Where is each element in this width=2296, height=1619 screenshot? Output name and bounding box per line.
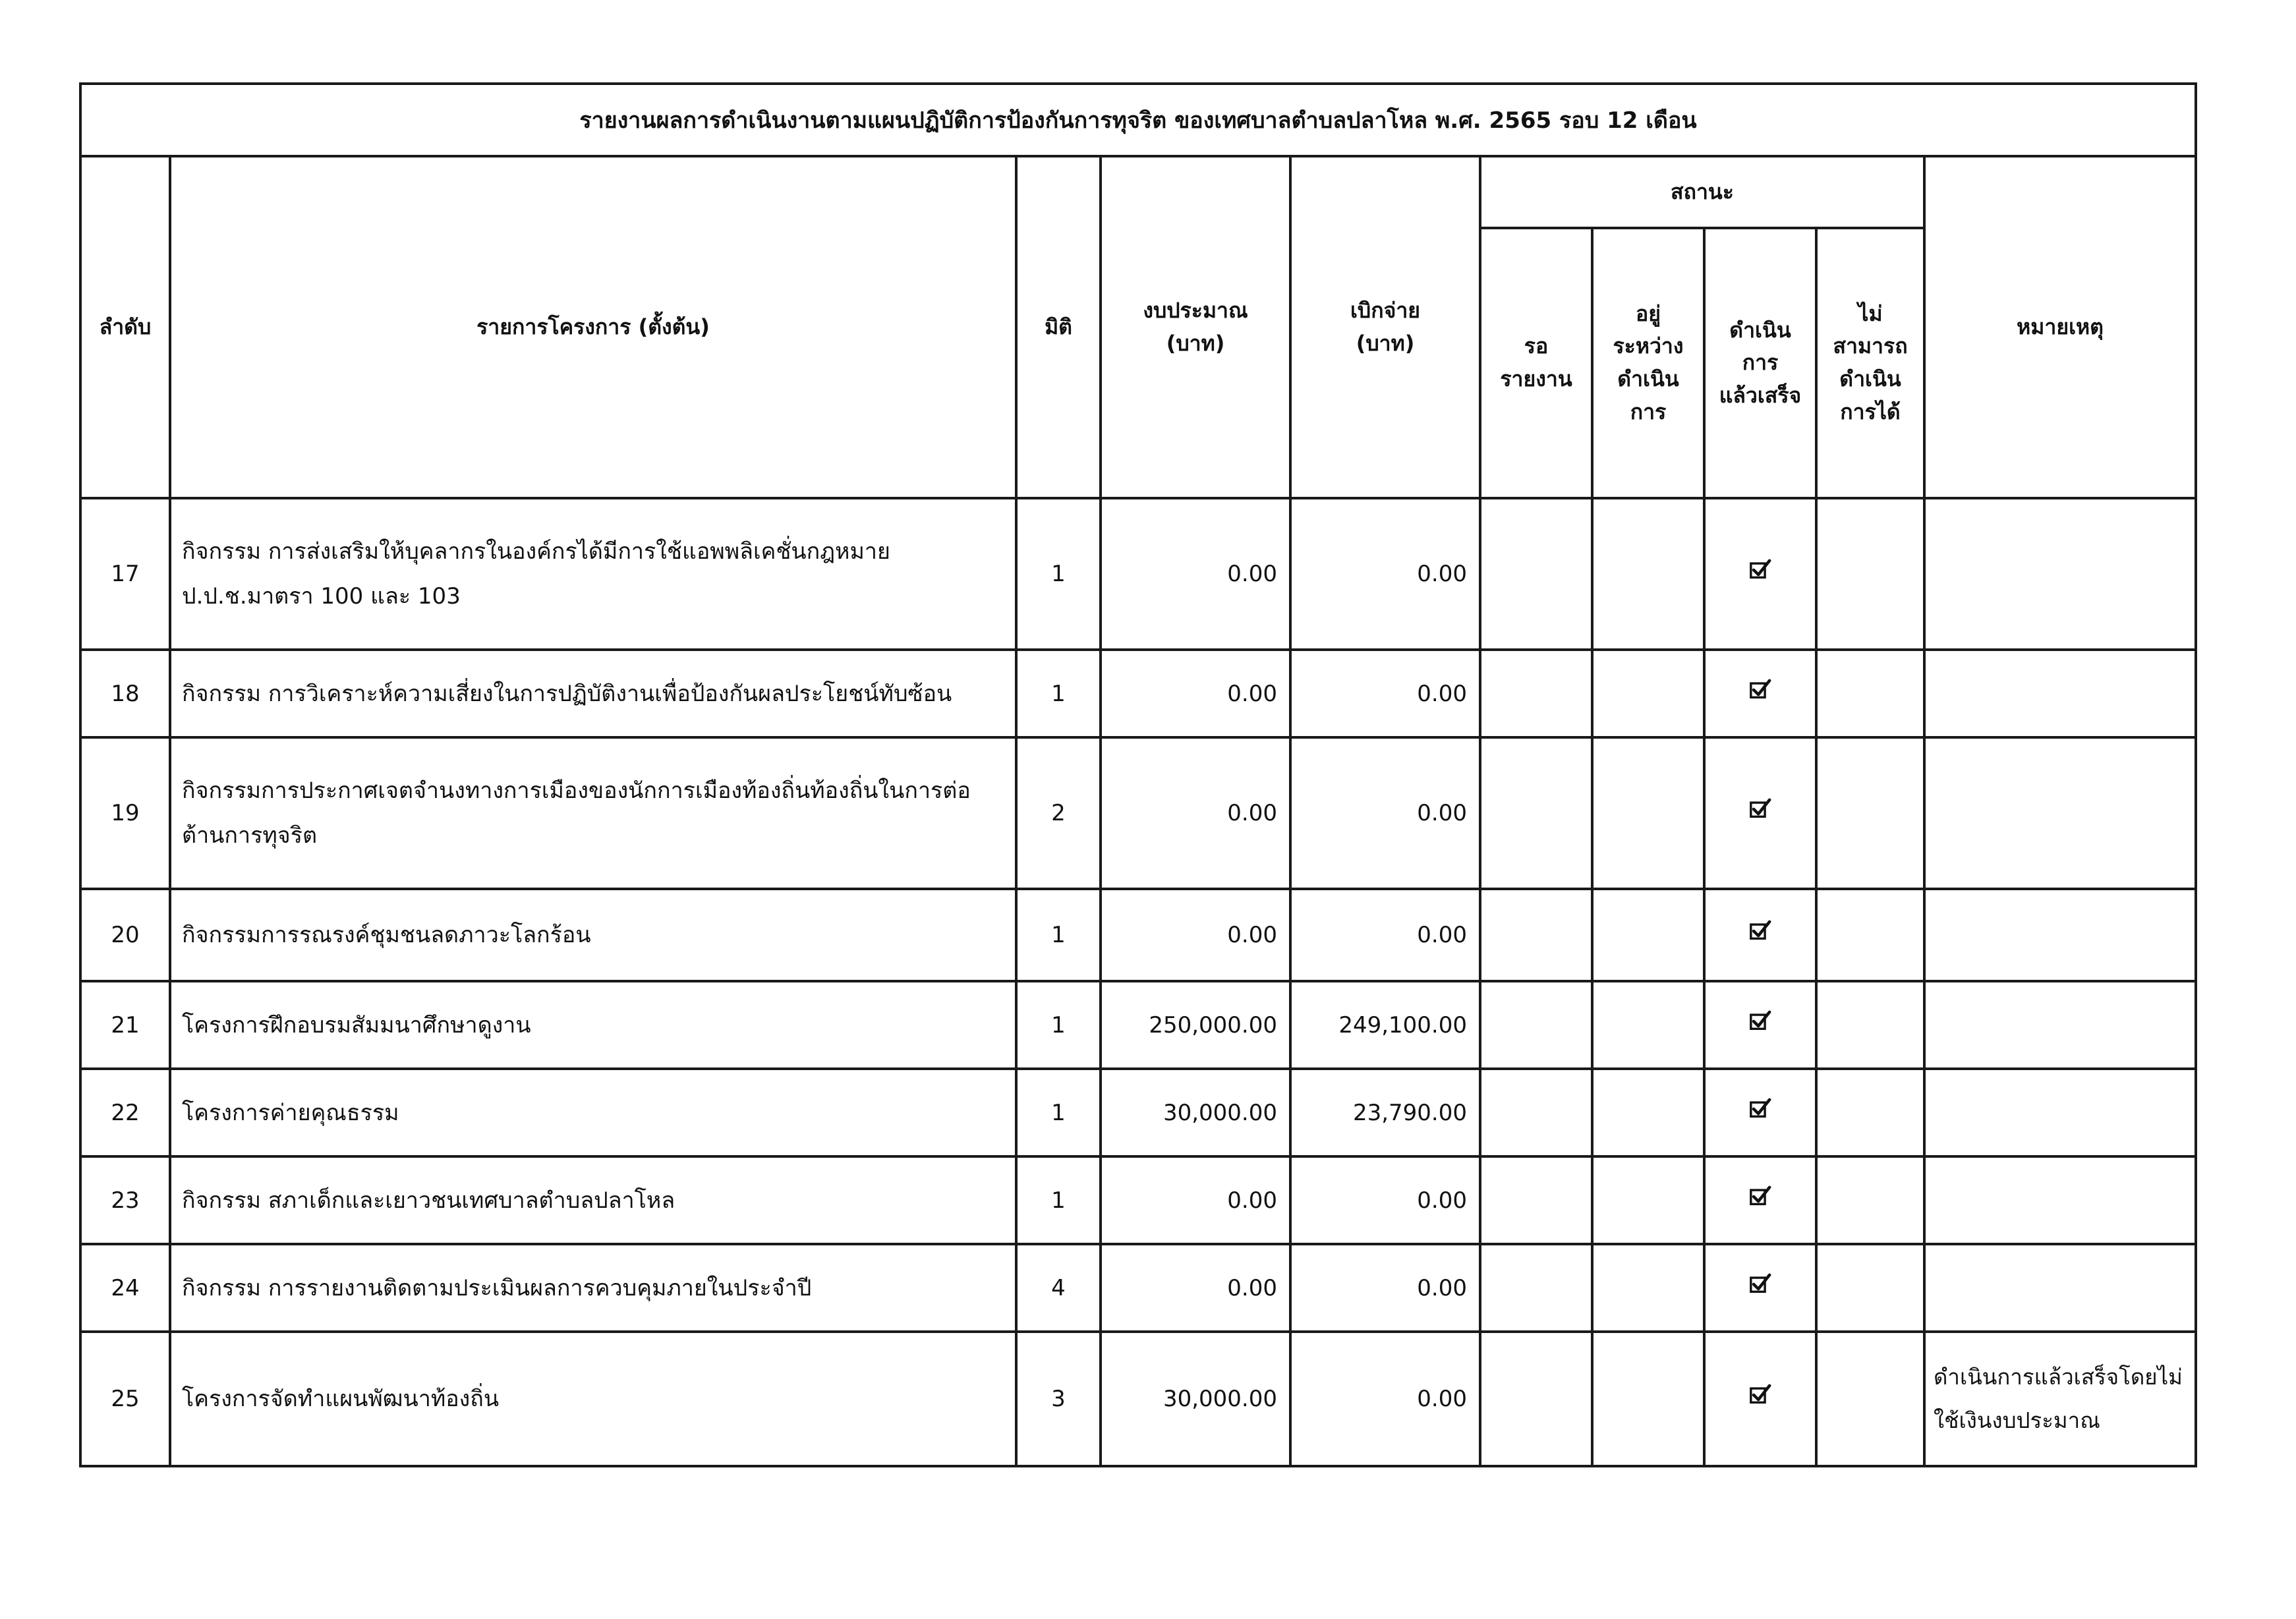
table-row <box>80 737 2196 889</box>
checkbox-checked-icon <box>1749 559 1771 581</box>
table-row <box>80 498 2196 650</box>
budget-value: 0.00 <box>1101 498 1290 650</box>
disbursed-value: 0.00 <box>1290 650 1480 737</box>
table-row <box>80 1156 2196 1244</box>
status-waiting-cell <box>1480 1244 1592 1332</box>
report-title: รายงานผลการดำเนินงานตามแผนปฏิบัติการป้องกันการทุจริต ของเทศบาลตำบลปลาโหล พ.ศ. 2565 รอบ 12 เดือน <box>80 84 2196 156</box>
remark-value <box>1924 737 2196 889</box>
status-waiting-cell <box>1480 889 1592 981</box>
status-in-progress-cell <box>1592 498 1704 650</box>
status-done-cell <box>1704 1332 1816 1466</box>
dimension-value: 1 <box>1016 498 1101 650</box>
status-waiting-cell <box>1480 498 1592 650</box>
header-project: รายการโครงการ (ตั้งต้น) <box>170 156 1016 498</box>
project-name: กิจกรรม การวิเคราะห์ความเสี่ยงในการปฏิบัติงานเพื่อป้องกันผลประโยชน์ทับซ้อน <box>170 650 1016 737</box>
row-number: 19 <box>80 737 170 889</box>
header-status-done: ดำเนิน การ แล้วเสร็จ <box>1704 228 1816 498</box>
checkbox-checked-icon <box>1749 679 1771 701</box>
header-remark: หมายเหตุ <box>1924 156 2196 498</box>
status-waiting-cell <box>1480 1332 1592 1466</box>
table-row <box>80 889 2196 981</box>
budget-value: 0.00 <box>1101 889 1290 981</box>
remark-value <box>1924 1244 2196 1332</box>
row-number: 18 <box>80 650 170 737</box>
remark-value <box>1924 498 2196 650</box>
row-number: 20 <box>80 889 170 981</box>
remark-value <box>1924 889 2196 981</box>
status-unable-cell <box>1816 1156 1924 1244</box>
header-status: สถานะ <box>1480 156 1924 228</box>
status-unable-cell <box>1816 1332 1924 1466</box>
status-in-progress-cell <box>1592 981 1704 1069</box>
status-unable-cell <box>1816 737 1924 889</box>
status-done-cell <box>1704 981 1816 1069</box>
checkbox-checked-icon <box>1749 1185 1771 1208</box>
budget-value: 0.00 <box>1101 650 1290 737</box>
status-done-cell <box>1704 1069 1816 1156</box>
status-unable-cell <box>1816 889 1924 981</box>
header-disbursed: เบิกจ่าย (บาท) <box>1290 156 1480 498</box>
status-done-cell <box>1704 1156 1816 1244</box>
project-name: กิจกรรม การส่งเสริมให้บุคลากรในองค์กรได้มีการใช้แอพพลิเคชั่นกฎหมาย ป.ป.ช.มาตรา 100 และ 103 <box>170 498 1016 650</box>
status-in-progress-cell <box>1592 889 1704 981</box>
disbursed-value: 249,100.00 <box>1290 981 1480 1069</box>
checkbox-checked-icon <box>1749 798 1771 820</box>
disbursed-value: 0.00 <box>1290 1156 1480 1244</box>
budget-value: 0.00 <box>1101 1156 1290 1244</box>
status-done-cell <box>1704 737 1816 889</box>
dimension-value: 3 <box>1016 1332 1101 1466</box>
report-table <box>79 82 2197 1467</box>
disbursed-value: 0.00 <box>1290 889 1480 981</box>
status-waiting-cell <box>1480 981 1592 1069</box>
row-number: 24 <box>80 1244 170 1332</box>
header-budget: งบประมาณ (บาท) <box>1101 156 1290 498</box>
table-row <box>80 650 2196 737</box>
status-waiting-cell <box>1480 1156 1592 1244</box>
header-status-in-progress: อยู่ ระหว่าง ดำเนิน การ <box>1592 228 1704 498</box>
disbursed-value: 0.00 <box>1290 737 1480 889</box>
project-name: โครงการค่ายคุณธรรม <box>170 1069 1016 1156</box>
budget-value: 0.00 <box>1101 1244 1290 1332</box>
status-waiting-cell <box>1480 737 1592 889</box>
project-name: กิจกรรม สภาเด็กและเยาวชนเทศบาลตำบลปลาโหล <box>170 1156 1016 1244</box>
dimension-value: 1 <box>1016 981 1101 1069</box>
table-row <box>80 981 2196 1069</box>
remark-value <box>1924 1069 2196 1156</box>
remark-value <box>1924 1156 2196 1244</box>
project-name: โครงการฝึกอบรมสัมมนาศึกษาดูงาน <box>170 981 1016 1069</box>
budget-value: 30,000.00 <box>1101 1332 1290 1466</box>
budget-value: 30,000.00 <box>1101 1069 1290 1156</box>
table-row <box>80 1244 2196 1332</box>
budget-value: 0.00 <box>1101 737 1290 889</box>
dimension-value: 1 <box>1016 889 1101 981</box>
project-name: กิจกรรมการประกาศเจตจำนงทางการเมืองของนักการเมืองท้องถิ่นท้องถิ่นในการต่อต้านการทุจริต <box>170 737 1016 889</box>
project-name: โครงการจัดทำแผนพัฒนาท้องถิ่น <box>170 1332 1016 1466</box>
checkbox-checked-icon <box>1749 1384 1771 1406</box>
header-status-waiting: รอ รายงาน <box>1480 228 1592 498</box>
project-name: กิจกรรม การรายงานติดตามประเมินผลการควบคุมภายในประจำปี <box>170 1244 1016 1332</box>
row-number: 25 <box>80 1332 170 1466</box>
status-in-progress-cell <box>1592 1069 1704 1156</box>
disbursed-value: 0.00 <box>1290 1332 1480 1466</box>
remark-value <box>1924 650 2196 737</box>
status-unable-cell <box>1816 1244 1924 1332</box>
status-unable-cell <box>1816 498 1924 650</box>
status-in-progress-cell <box>1592 737 1704 889</box>
project-name: กิจกรรมการรณรงค์ชุมชนลดภาวะโลกร้อน <box>170 889 1016 981</box>
header-dimension: มิติ <box>1016 156 1101 498</box>
disbursed-value: 23,790.00 <box>1290 1069 1480 1156</box>
dimension-value: 1 <box>1016 650 1101 737</box>
dimension-value: 2 <box>1016 737 1101 889</box>
row-number: 23 <box>80 1156 170 1244</box>
status-done-cell <box>1704 498 1816 650</box>
status-in-progress-cell <box>1592 1332 1704 1466</box>
remark-value <box>1924 981 2196 1069</box>
status-waiting-cell <box>1480 1069 1592 1156</box>
table-row <box>80 1332 2196 1466</box>
status-in-progress-cell <box>1592 1156 1704 1244</box>
status-done-cell <box>1704 650 1816 737</box>
header-status-unable: ไม่ สามารถ ดำเนิน การได้ <box>1816 228 1924 498</box>
row-number: 22 <box>80 1069 170 1156</box>
dimension-value: 1 <box>1016 1156 1101 1244</box>
checkbox-checked-icon <box>1749 1098 1771 1120</box>
dimension-value: 1 <box>1016 1069 1101 1156</box>
remark-value: ดำเนินการแล้วเสร็จโดยไม่ใช้เงินงบประมาณ <box>1924 1332 2196 1466</box>
status-in-progress-cell <box>1592 1244 1704 1332</box>
checkbox-checked-icon <box>1749 1273 1771 1295</box>
status-unable-cell <box>1816 650 1924 737</box>
status-in-progress-cell <box>1592 650 1704 737</box>
status-unable-cell <box>1816 981 1924 1069</box>
header-order: ลำดับ <box>80 156 170 498</box>
checkbox-checked-icon <box>1749 920 1771 942</box>
checkbox-checked-icon <box>1749 1010 1771 1033</box>
disbursed-value: 0.00 <box>1290 498 1480 650</box>
table-row <box>80 1069 2196 1156</box>
status-done-cell <box>1704 1244 1816 1332</box>
row-number: 17 <box>80 498 170 650</box>
budget-value: 250,000.00 <box>1101 981 1290 1069</box>
row-number: 21 <box>80 981 170 1069</box>
status-waiting-cell <box>1480 650 1592 737</box>
status-done-cell <box>1704 889 1816 981</box>
status-unable-cell <box>1816 1069 1924 1156</box>
disbursed-value: 0.00 <box>1290 1244 1480 1332</box>
dimension-value: 4 <box>1016 1244 1101 1332</box>
